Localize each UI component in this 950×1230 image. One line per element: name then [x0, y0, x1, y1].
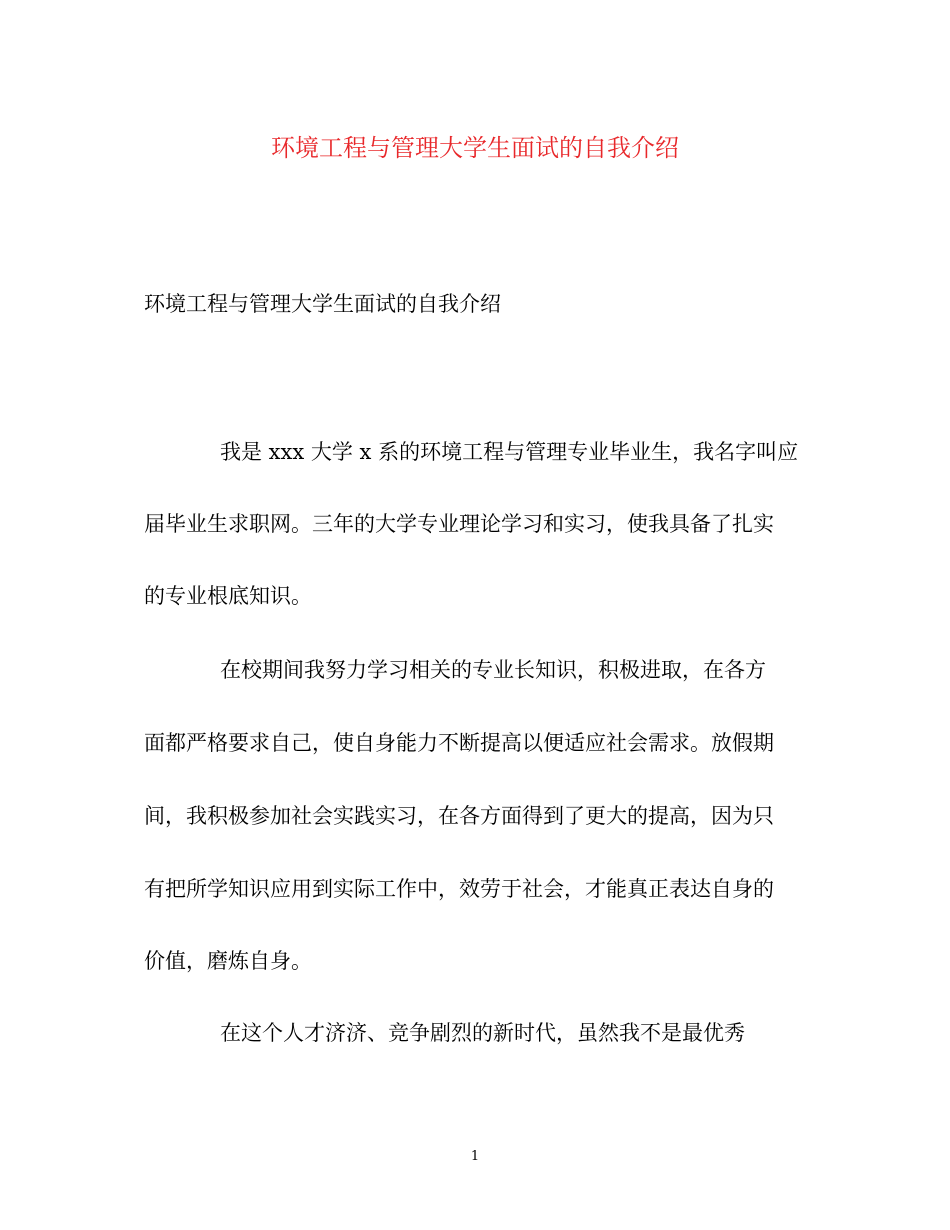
document-title: 环境工程与管理大学生面试的自我介绍: [271, 134, 679, 162]
paragraph-2-line-2: 面都严格要求自己，使自身能力不断提高以便适应社会需求。放假期: [144, 731, 774, 755]
page-number: 1: [470, 1149, 480, 1164]
paragraph-1-line-3: 的专业根底知识。: [144, 584, 312, 608]
paragraph-1-line-2: 届毕业生求职网。三年的大学专业理论学习和实习，使我具备了扎实: [144, 512, 774, 536]
document-subtitle: 环境工程与管理大学生面试的自我介绍: [144, 292, 501, 316]
paragraph-1-line-1: 我是 xxx 大学 x 系的环境工程与管理专业毕业生，我名字叫应: [220, 440, 799, 464]
paragraph-3-line-1: 在这个人才济济、竞争剧烈的新时代，虽然我不是最优秀: [220, 1021, 745, 1045]
paragraph-2-line-3: 间，我积极参加社会实践实习，在各方面得到了更大的提高，因为只: [144, 804, 774, 828]
paragraph-2-line-1: 在校期间我努力学习相关的专业长知识，积极进取，在各方: [220, 658, 766, 682]
paragraph-2-line-4: 有把所学知识应用到实际工作中，效劳于社会，才能真正表达自身的: [144, 877, 774, 901]
paragraph-2-line-5: 价值，磨炼自身。: [144, 949, 312, 973]
